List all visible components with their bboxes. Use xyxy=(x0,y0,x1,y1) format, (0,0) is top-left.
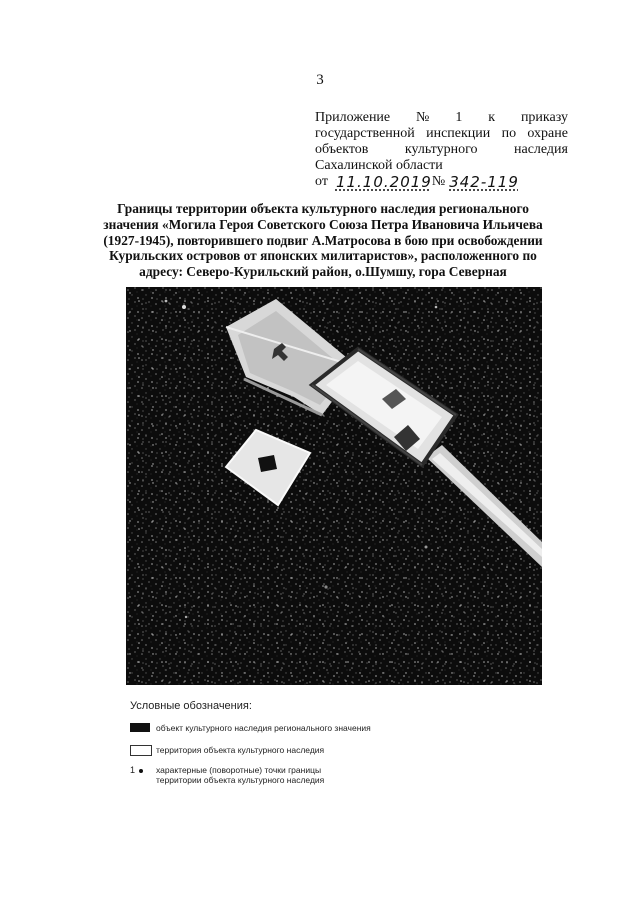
legend-item-label-line2: территории объекта культурного наследия xyxy=(156,775,325,785)
appendix-header xyxy=(315,110,568,190)
handwritten-date: 11.10.2019 xyxy=(335,173,432,191)
white-box-icon xyxy=(130,745,152,756)
appendix-word: инспекции xyxy=(426,126,491,141)
title-line: значения «Могила Героя Советского Союза Петра Ивановича Ильичева xyxy=(103,216,543,232)
appendix-line-1 xyxy=(315,110,568,126)
appendix-line-3 xyxy=(315,142,568,158)
appendix-word: государственной xyxy=(315,126,415,141)
legend-item-heritage-object xyxy=(130,721,530,743)
title-line: (1927-1945), повторившего подвиг А.Матросова в бою при освобождении xyxy=(103,232,543,248)
appendix-number: 1 xyxy=(455,110,463,125)
page-number: 3 xyxy=(316,72,324,88)
appendix-from-label: от xyxy=(315,174,328,189)
legend-item-label: территория объекта культурного наследия xyxy=(156,745,325,755)
legend xyxy=(130,700,530,787)
appendix-word: приказу xyxy=(520,110,568,125)
title-line: Границы территории объекта культурного наследия регионального xyxy=(117,201,529,216)
appendix-word: Приложение xyxy=(315,110,391,125)
appendix-word: наследия xyxy=(513,142,568,157)
appendix-word: охране xyxy=(527,126,568,141)
legend-item-label-line1: характерные (поворотные) точки границы xyxy=(156,765,322,775)
handwritten-number: 342-119 xyxy=(449,173,519,191)
appendix-word: по xyxy=(501,126,517,141)
appendix-word: объектов xyxy=(315,142,369,157)
title-line: Курильских островов от японских милитаристов», расположенного по xyxy=(109,248,537,264)
legend-title: Условные обозначения: xyxy=(130,700,252,712)
black-box-icon xyxy=(130,723,150,732)
legend-item-points xyxy=(130,765,530,787)
document-title xyxy=(78,201,568,280)
point-marker-number: 1 xyxy=(130,765,136,775)
appendix-line-2 xyxy=(315,126,568,142)
appendix-line-5 xyxy=(315,174,568,190)
appendix-word: к xyxy=(488,110,496,125)
legend-item-label: объект культурного наследия регионального значения xyxy=(156,723,371,733)
legend-item-territory xyxy=(130,743,530,765)
legend-item-label xyxy=(156,765,324,785)
aerial-photo xyxy=(126,287,542,685)
appendix-number-sign: № xyxy=(416,110,430,125)
point-marker-icon xyxy=(130,765,143,775)
appendix-word: культурного xyxy=(404,142,478,157)
appendix-region: Сахалинской области xyxy=(315,158,443,173)
appendix-line-4 xyxy=(315,158,568,174)
title-line: адресу: Северо-Курильский район, о.Шумшу, гора Северная xyxy=(139,264,507,280)
heritage-object xyxy=(258,455,277,472)
appendix-number-sign: № xyxy=(431,174,446,189)
